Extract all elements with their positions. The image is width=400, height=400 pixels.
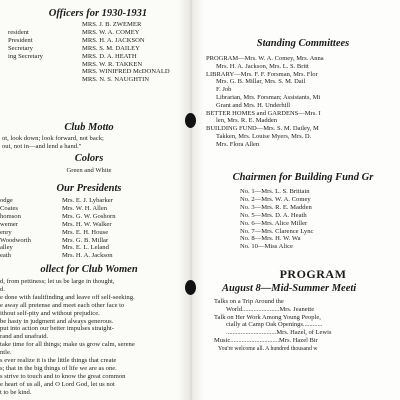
chairman-line: No. 6—Mrs. Alice Miller xyxy=(240,219,308,227)
chairmen-list xyxy=(206,188,400,251)
meeting-title: August 8—Mid-Summer Meeti xyxy=(222,283,357,294)
officer-role: ing Secretary xyxy=(8,52,43,60)
president-name-right: Mrs. G. W. Goshorn xyxy=(62,212,116,220)
committee-line: Takken, Mrs. Louise Myers, Mrs. D. xyxy=(216,132,312,140)
right-page xyxy=(192,0,400,400)
president-name-right: Mrs. H. W. Walker xyxy=(62,220,112,228)
officer-role: Secretary xyxy=(8,44,33,52)
binding-hole-top xyxy=(185,113,196,128)
presidents-section xyxy=(0,183,178,260)
program-line: Talks on a Trip Around the xyxy=(214,298,284,305)
officer-role xyxy=(8,68,82,76)
committee-line: LIBRARY—Mrs. F. F. Forsman, Mrs. Flor xyxy=(206,70,318,78)
officer-row xyxy=(18,68,178,76)
collect-title: ollect for Club Women xyxy=(40,264,138,275)
collect-line: t to be kind. xyxy=(0,388,32,396)
collect-line: e done with faultfinding and leave off self-seeking. xyxy=(0,293,135,301)
standing-committees-title: Standing Committees xyxy=(256,38,350,49)
program-line: Music..............................Mrs. Hazel Bir xyxy=(214,336,318,344)
officer-role xyxy=(8,61,82,69)
committee-list xyxy=(206,55,400,149)
president-row xyxy=(0,228,178,237)
president-name-right: Mrs. W. H. Allen xyxy=(62,204,108,212)
committee-line: Grant and Mrs. H. Underhill xyxy=(216,101,291,109)
collect-line: put into action our better impulses straight- xyxy=(0,325,114,333)
collect-text xyxy=(0,278,178,397)
president-name-right: Mrs. E. J. Lybarker xyxy=(62,197,113,204)
program-line: cially at Camp Oak Openings............ xyxy=(226,321,323,329)
president-name-left: Coates xyxy=(0,204,18,212)
presidents-list xyxy=(0,197,178,260)
officer-row xyxy=(8,28,178,37)
officer-name: MRS. J. B. ZWEMER xyxy=(82,21,142,28)
president-row xyxy=(0,236,178,245)
collect-line: ithout self-pity and without prejudice. xyxy=(0,309,100,317)
collect-line: be hasty in judgment and always generous. xyxy=(0,317,114,325)
president-row xyxy=(0,252,178,260)
welcome-note: You're welcome all. A hundred thousand w xyxy=(218,345,318,352)
committee-line: Mrs. H. A. Jackson, Mrs. L. S. Britt xyxy=(216,62,309,70)
book-gutter xyxy=(178,0,204,400)
chairmen-title: Chairmen for Building Fund Gr xyxy=(232,172,374,183)
committee-line: F. Job xyxy=(216,86,232,94)
collect-line: s strive to touch and to know the great common xyxy=(0,372,126,380)
president-row xyxy=(0,197,178,205)
president-name-right: Mrs. G. B. Millar xyxy=(62,236,109,244)
program-section xyxy=(206,268,400,359)
collect-line: d, from pettiness; let us be large in thought, xyxy=(0,278,115,285)
collect-line: s ever realize it is the little things that create xyxy=(0,357,117,365)
president-row xyxy=(0,220,178,229)
president-name-left: alley xyxy=(0,244,13,252)
presidents-title: Our Presidents xyxy=(56,183,122,194)
collect-line: take time for all things; make us grow calm, serene xyxy=(0,341,135,349)
standing-committees-section xyxy=(206,38,400,149)
president-name-right: Mrs. E. L. Leland xyxy=(62,244,109,252)
collect-line: e heart of us all, and O Lord God, let us not xyxy=(0,380,115,388)
motto-line: out, not in—and lend a hand." xyxy=(2,142,82,150)
colors-text: Green and White xyxy=(66,167,112,174)
collect-line: d. xyxy=(0,285,5,293)
officer-name: MRS. S. M. DAILEY xyxy=(82,44,140,52)
left-page xyxy=(0,0,192,400)
officers-section xyxy=(0,8,178,84)
officer-name: MRS. D. A. HEATH xyxy=(82,52,137,60)
officer-name: MRS. N. S. NAUGHTIN xyxy=(82,76,150,84)
president-name-left: wemer xyxy=(0,220,18,228)
committee-line: Librarian, Mrs. Forsman; Assistants, Mi xyxy=(216,93,321,101)
program-line: World.......................Mrs. Jeanette xyxy=(226,305,315,313)
officer-row xyxy=(8,44,178,53)
president-name-left: homson xyxy=(0,212,21,220)
collect-line: rand and unafraid. xyxy=(0,333,49,341)
president-name-left: eath xyxy=(0,252,11,260)
colors-title: Colors xyxy=(74,153,104,164)
officer-name: MRS. H. A. JACKSON xyxy=(82,36,145,44)
president-name-left: Woodworth xyxy=(0,236,31,244)
chairman-line: No. 3—Mrs. R. E. Madden xyxy=(240,203,312,211)
program-line: Talk on Her Work Among Young People, xyxy=(214,313,321,321)
officer-name: MRS. W. R. TAKKEN xyxy=(82,60,143,68)
president-name-left: enry xyxy=(0,228,12,236)
chairman-line: No. 5—Mrs. D. A. Heath xyxy=(240,211,307,219)
program-list xyxy=(206,298,400,345)
officer-role xyxy=(8,76,82,84)
program-line: ...............................Mrs. Hazel, of Lewis xyxy=(226,329,332,337)
committee-line: Mrs. Flora Allen xyxy=(216,140,260,148)
officer-role xyxy=(8,21,82,29)
collect-line: ntle. xyxy=(0,349,12,357)
officer-role: President xyxy=(8,36,33,44)
president-row xyxy=(0,212,178,221)
committee-line: PROGRAM—Mrs. W. A. Comey, Mrs. Anna xyxy=(206,55,324,62)
motto-title: Club Motto xyxy=(64,122,114,133)
chairman-line: No. 8—Mrs. H. W. Wa xyxy=(240,235,301,243)
officers-list xyxy=(8,21,178,84)
officer-row xyxy=(8,36,178,45)
chairmen-section xyxy=(206,172,400,251)
chairman-line: No. 7—Mrs. Clarence Lync xyxy=(240,227,314,235)
collect-line: e away all pretense and meet each other face to xyxy=(0,301,125,309)
president-name-right: Mrs. H. A. Jackson xyxy=(62,252,113,260)
chairman-line: No. 2—Mrs. W. A. Comey xyxy=(240,195,311,203)
chairman-line: No. 1—Mrs. L. S. Brittain xyxy=(240,188,310,195)
officer-row xyxy=(18,21,178,29)
collect-section xyxy=(0,264,178,397)
president-name-right: Mrs. E. H. House xyxy=(62,228,109,236)
officer-name: MRS. WINIFRED McDONALD xyxy=(82,68,170,76)
officers-title: Officers for 1930-1931 xyxy=(48,8,148,19)
motto-section xyxy=(0,122,178,151)
officer-name: MRS. W. A. COMEY xyxy=(82,28,140,36)
program-title: PROGRAM xyxy=(279,267,347,281)
officer-row xyxy=(18,76,178,84)
officer-row xyxy=(18,61,178,69)
collect-line: s; that in the big things of life we are as one. xyxy=(0,364,117,372)
colors-section xyxy=(0,153,178,175)
president-row xyxy=(0,244,178,252)
committee-line: BUILDING FUND—Mrs. S. M. Dailey, M xyxy=(206,125,319,133)
binding-hole-bottom xyxy=(185,280,196,295)
officer-role: resident xyxy=(8,28,29,36)
chairman-line: No. 10—Miss Alice xyxy=(240,243,293,251)
committee-line: Mrs. G. B. Millar, Mrs. S. M. Dail xyxy=(216,78,306,86)
committee-line: BETTER HOMES and GARDENS—Mrs. I xyxy=(206,109,321,117)
motto-line: ot, look down; look forward, not back; xyxy=(2,135,104,142)
officer-row xyxy=(8,52,178,61)
committee-line: len, Mrs. R. E. Madden xyxy=(216,117,278,125)
president-name-left: odge xyxy=(0,197,13,204)
president-row xyxy=(0,204,178,213)
